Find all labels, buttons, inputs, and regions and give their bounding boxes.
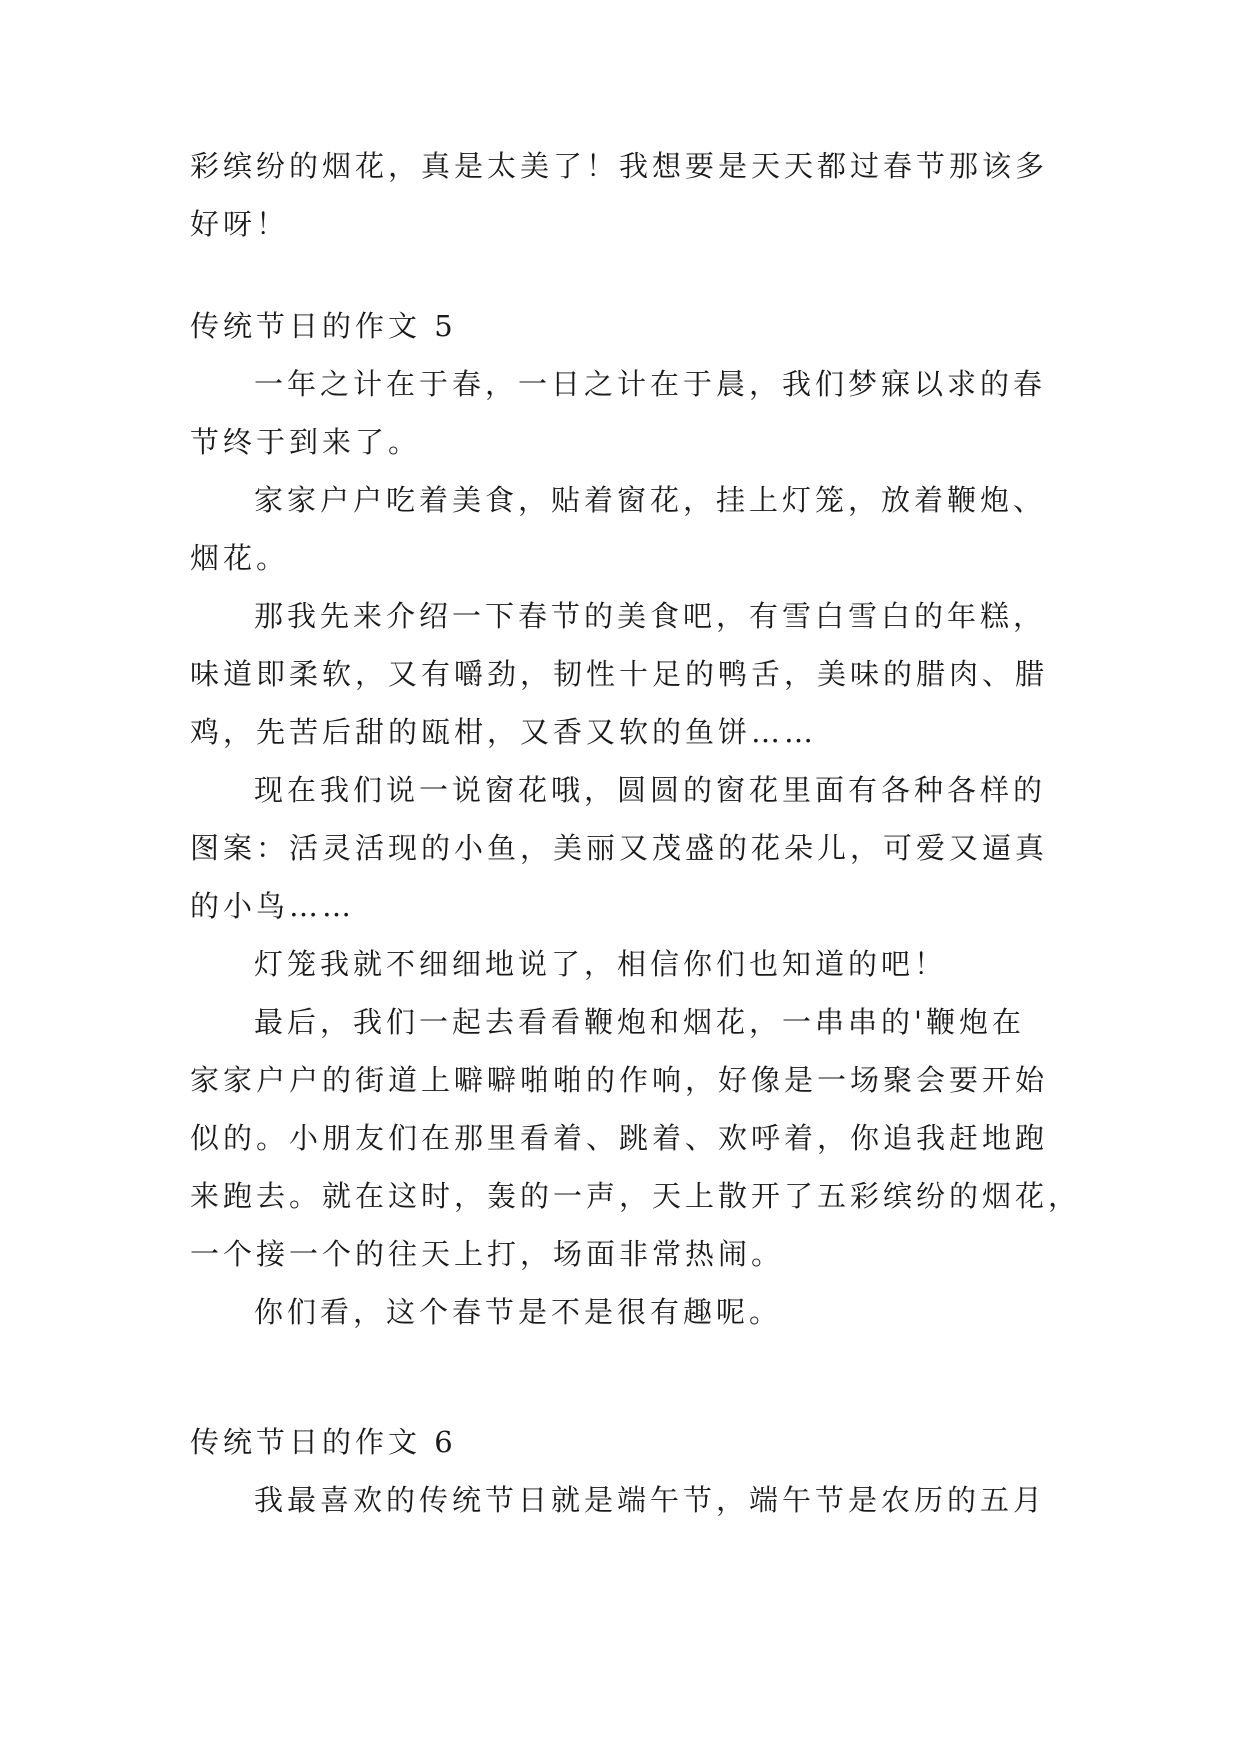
text-line: 味道即柔软，又有嚼劲，韧性十足的鸭舌，美味的腊肉、腊 — [190, 657, 1049, 691]
paragraph — [190, 471, 1060, 587]
section-5 — [190, 297, 1082, 1341]
paragraph — [190, 587, 1060, 761]
paragraph — [190, 1283, 1060, 1341]
text-line: 你们看，这个春节是不是很有趣呢。 — [254, 1295, 783, 1329]
text-line: 鸡，先苦后甜的瓯柑，又香又软的鱼饼…… — [190, 715, 818, 749]
text-line: 一年之计在于春，一日之计在于晨，我们梦寐以求的春 — [254, 367, 1047, 401]
paragraph — [190, 1471, 1060, 1529]
text-line: 现在我们说一说窗花哦，圆圆的窗花里面有各种各样的 — [254, 773, 1047, 807]
text-line: 好呀！ — [190, 207, 290, 241]
section-heading: 传统节日的作文 5 — [190, 309, 457, 343]
paragraph — [190, 993, 1082, 1283]
text-line: 家家户户吃着美食，贴着窗花，挂上灯笼，放着鞭炮、 — [254, 483, 1047, 517]
section-heading: 传统节日的作文 6 — [190, 1425, 457, 1459]
text-line: 节终于到来了。 — [190, 425, 422, 459]
text-line: 烟花。 — [190, 541, 290, 575]
text-line: 图案：活灵活现的小鱼，美丽又茂盛的花朵儿，可爱又逼真 — [190, 831, 1049, 865]
paragraph — [190, 761, 1060, 935]
text-line: 灯笼我就不细细地说了，相信你们也知道的吧！ — [254, 947, 948, 981]
paragraph — [190, 935, 1060, 993]
text-line: 那我先来介绍一下春节的美食吧，有雪白雪白的年糕， — [254, 599, 1047, 633]
text-line: 家家户户的街道上噼噼啪啪的作响，好像是一场聚会要开始 — [190, 1063, 1049, 1097]
text-line: 彩缤纷的烟花，真是太美了！我想要是天天都过春节那该多 — [190, 149, 1049, 183]
text-line: 一个接一个的往天上打，场面非常热闹。 — [190, 1237, 785, 1271]
text-line: 最后，我们一起去看看鞭炮和烟花，一串串的'鞭炮在 — [254, 1005, 1025, 1039]
text-line: 的小鸟…… — [190, 889, 356, 923]
text-line: 我最喜欢的传统节日就是端午节，端午节是农历的五月 — [254, 1483, 1047, 1517]
section-6 — [190, 1413, 1060, 1529]
paragraph — [190, 355, 1060, 471]
text-line: 似的。小朋友们在那里看着、跳着、欢呼着，你追我赶地跑 — [190, 1121, 1049, 1155]
continuation-paragraph — [190, 137, 1060, 253]
text-line: 来跑去。就在这时，轰的一声，天上散开了五彩缤纷的烟花， — [190, 1179, 1082, 1213]
